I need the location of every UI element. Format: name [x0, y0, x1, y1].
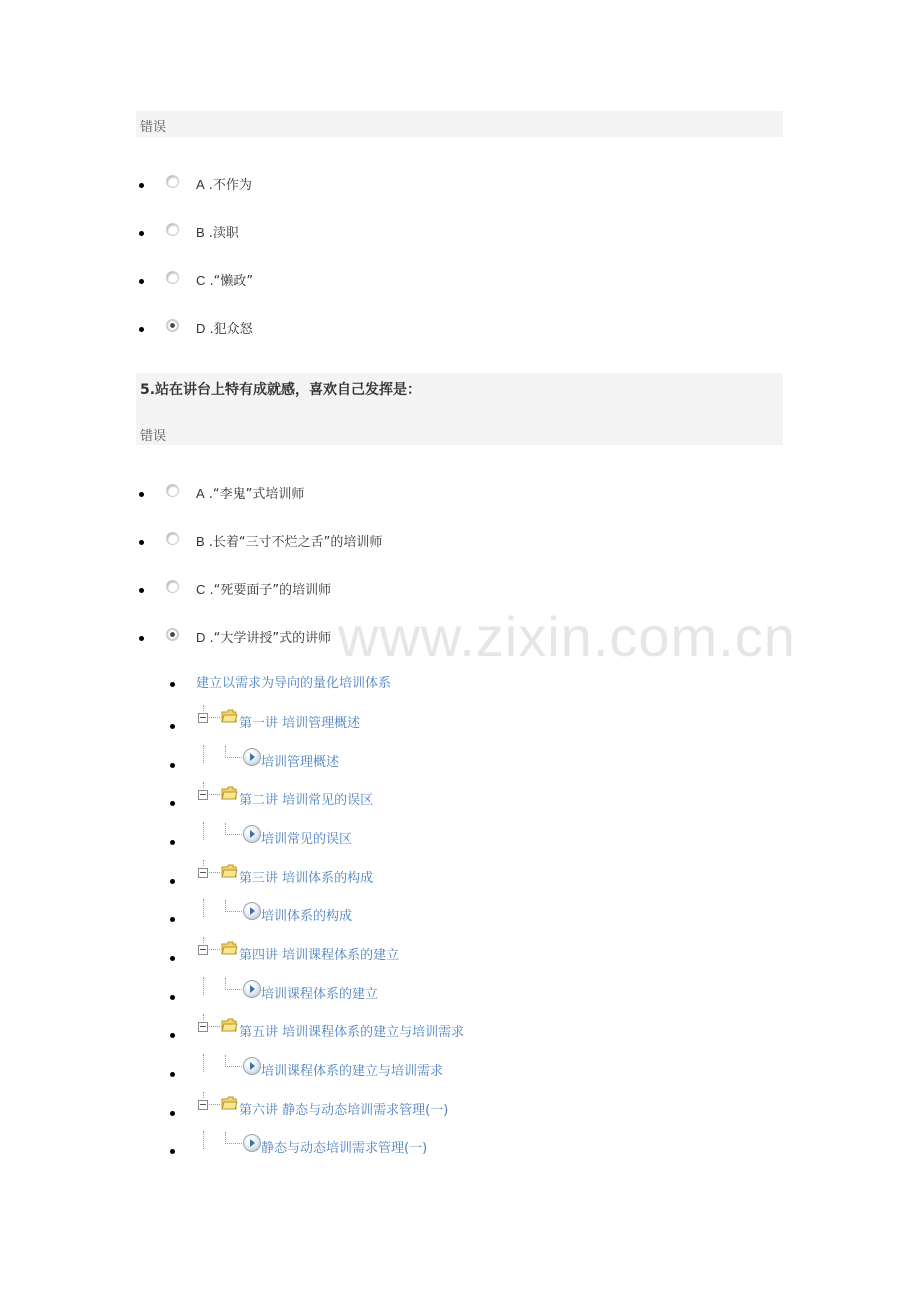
- list-bullet: [139, 492, 144, 497]
- radio-icon[interactable]: [166, 532, 179, 545]
- tree-chapter-item: [0, 1100, 920, 1122]
- list-bullet: [170, 682, 175, 687]
- tree-connector: [203, 1131, 204, 1149]
- list-bullet: [139, 231, 144, 236]
- tree-chapter-item: [0, 1022, 920, 1044]
- folder-icon: [221, 864, 238, 879]
- tree-connector: [225, 911, 242, 912]
- option-row-a[interactable]: [0, 484, 920, 504]
- list-bullet: [139, 279, 144, 284]
- collapse-icon[interactable]: [198, 1022, 208, 1032]
- play-icon: [243, 825, 261, 843]
- play-icon: [243, 748, 261, 766]
- tree-connector: [203, 745, 204, 763]
- list-bullet: [170, 1111, 175, 1116]
- lesson-link[interactable]: 静态与动态培训需求管理(一): [261, 1141, 428, 1157]
- collapse-icon[interactable]: [198, 945, 208, 955]
- option-label: [196, 483, 304, 502]
- collapse-icon[interactable]: [198, 713, 208, 723]
- folder-icon: [221, 1096, 238, 1111]
- tree-connector: [209, 794, 220, 795]
- tree-connector: [203, 782, 204, 788]
- option-row-c[interactable]: [0, 271, 920, 291]
- list-bullet: [170, 1072, 175, 1077]
- list-bullet: [139, 636, 144, 641]
- lesson-link[interactable]: 培训管理概述: [261, 754, 340, 770]
- chapter-link[interactable]: 第二讲 培训常见的误区: [239, 793, 374, 809]
- tree-connector: [225, 757, 242, 758]
- lesson-link[interactable]: 培训课程体系的建立: [261, 986, 379, 1002]
- option-letter: B: [196, 534, 205, 549]
- tree-lesson-item: [0, 829, 920, 851]
- tree-connector: [225, 834, 242, 835]
- tree-connector: [203, 899, 204, 917]
- radio-icon[interactable]: [166, 271, 179, 284]
- play-icon: [243, 980, 261, 998]
- option-label: [196, 174, 252, 193]
- collapse-icon[interactable]: [198, 868, 208, 878]
- option-letter: B: [196, 225, 205, 240]
- radio-icon[interactable]: [166, 484, 179, 497]
- lesson-link[interactable]: 培训课程体系的建立与培训需求: [261, 1063, 444, 1079]
- tree-connector: [209, 872, 220, 873]
- chapter-link[interactable]: 第六讲 静态与动态培训需求管理(一): [239, 1102, 449, 1118]
- chapter-link[interactable]: 第三讲 培训体系的构成: [239, 870, 374, 886]
- option-text: .犯众怒: [205, 322, 253, 337]
- tree-chapter-item: [0, 713, 920, 735]
- option-label: [196, 531, 382, 550]
- option-label: [196, 270, 253, 289]
- radio-icon[interactable]: [166, 175, 179, 188]
- tree-connector: [203, 1092, 204, 1098]
- option-row-d[interactable]: [0, 319, 920, 339]
- list-bullet: [170, 1033, 175, 1038]
- question-5-title: 5.站在讲台上特有成就感，喜欢自己发挥是：: [140, 382, 422, 398]
- folder-icon: [221, 786, 238, 801]
- tree-connector: [203, 705, 204, 711]
- option-text: .“大学讲授”式的讲师: [205, 631, 332, 646]
- option-text: .长着“三寸不烂之舌”的培训师: [204, 535, 383, 550]
- play-icon: [243, 902, 261, 920]
- tree-connector: [203, 1014, 204, 1020]
- tree-connector: [209, 949, 220, 950]
- list-bullet: [170, 879, 175, 884]
- collapse-icon[interactable]: [198, 1100, 208, 1110]
- tree-chapter-item: [0, 868, 920, 890]
- tree-lesson-item: [0, 1138, 920, 1160]
- play-icon: [243, 1057, 261, 1075]
- tree-connector: [209, 717, 220, 718]
- lesson-link[interactable]: 培训体系的构成: [261, 909, 353, 925]
- option-label: [196, 318, 253, 337]
- radio-icon[interactable]: [166, 628, 179, 641]
- tree-lesson-item: [0, 1061, 920, 1083]
- option-label: [196, 222, 239, 241]
- list-bullet: [139, 183, 144, 188]
- folder-icon: [221, 709, 238, 724]
- question-5-status: 错误: [140, 429, 167, 444]
- tree-connector: [203, 822, 204, 840]
- question-5-header: [136, 373, 783, 445]
- option-letter: C: [196, 273, 206, 288]
- option-text: .“死要面子”的培训师: [205, 583, 332, 598]
- tree-connector: [203, 1054, 204, 1072]
- list-bullet: [139, 327, 144, 332]
- list-bullet: [170, 917, 175, 922]
- option-text: .渎职: [204, 226, 239, 241]
- tree-chapter-item: [0, 945, 920, 967]
- option-letter: D: [196, 630, 206, 645]
- tree-root-item: [0, 672, 920, 694]
- list-bullet: [170, 763, 175, 768]
- tree-lesson-item: [0, 906, 920, 928]
- option-letter: A: [196, 486, 205, 501]
- tree-chapter-item: [0, 790, 920, 812]
- collapse-icon[interactable]: [198, 790, 208, 800]
- play-icon: [243, 1134, 261, 1152]
- tree-connector: [225, 989, 242, 990]
- list-bullet: [139, 588, 144, 593]
- tree-connector: [209, 1104, 220, 1105]
- list-bullet: [170, 995, 175, 1000]
- list-bullet: [139, 540, 144, 545]
- radio-icon[interactable]: [166, 319, 179, 332]
- option-text: .“李鬼”式培训师: [204, 487, 305, 502]
- tree-connector: [225, 1066, 242, 1067]
- tree-connector: [203, 937, 204, 943]
- option-letter: C: [196, 582, 206, 597]
- option-row-a[interactable]: [0, 175, 920, 195]
- tree-connector: [225, 1143, 242, 1144]
- list-bullet: [170, 840, 175, 845]
- watermark-text: www.zixin.com.cn: [338, 605, 796, 668]
- option-row-c[interactable]: [0, 580, 920, 600]
- chapter-link[interactable]: 第五讲 培训课程体系的建立与培训需求: [239, 1025, 465, 1041]
- list-bullet: [170, 956, 175, 961]
- option-letter: D: [196, 321, 206, 336]
- option-letter: A: [196, 177, 205, 192]
- tree-connector: [209, 1026, 220, 1027]
- option-row-b[interactable]: [0, 532, 920, 552]
- folder-icon: [221, 1018, 238, 1033]
- list-bullet: [170, 801, 175, 806]
- chapter-link[interactable]: 第四讲 培训课程体系的建立: [239, 947, 400, 963]
- list-bullet: [170, 1149, 175, 1154]
- option-label: [196, 579, 331, 598]
- question-4-status: 错误: [140, 120, 167, 135]
- tree-lesson-item: [0, 752, 920, 774]
- option-row-b[interactable]: [0, 223, 920, 243]
- course-root-link[interactable]: 建立以需求为导向的量化培训体系: [196, 676, 392, 691]
- tree-lesson-item: [0, 984, 920, 1006]
- option-text: .“懒政”: [205, 274, 254, 289]
- folder-icon: [221, 941, 238, 956]
- option-label: [196, 627, 331, 646]
- lesson-link[interactable]: 培训常见的误区: [261, 831, 353, 847]
- chapter-link[interactable]: 第一讲 培训管理概述: [239, 716, 361, 731]
- radio-icon[interactable]: [166, 223, 179, 236]
- question-4-header: [136, 111, 783, 137]
- radio-icon[interactable]: [166, 580, 179, 593]
- option-text: .不作为: [204, 178, 252, 193]
- tree-connector: [203, 860, 204, 866]
- tree-connector: [203, 977, 204, 995]
- list-bullet: [170, 724, 175, 729]
